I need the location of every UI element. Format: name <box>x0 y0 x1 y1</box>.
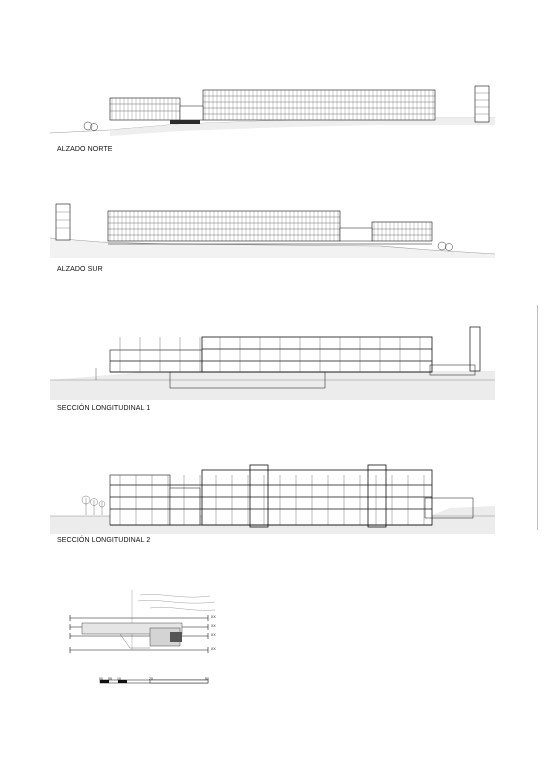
key-plan-drawing <box>60 590 230 690</box>
level-mark-2: XX <box>211 624 216 628</box>
scale-label-4: 50 <box>205 677 209 681</box>
drawing-label-seccion-2: SECCIÓN LONGITUDINAL 2 <box>57 537 151 544</box>
drawing-label-seccion-1: SECCIÓN LONGITUDINAL 1 <box>57 405 151 412</box>
scale-label-0: 00 <box>99 677 103 681</box>
level-mark-4: XX <box>211 647 216 651</box>
section-1-drawing <box>50 325 495 403</box>
level-mark-3: XX <box>211 633 216 637</box>
level-mark-1: XX <box>211 615 216 619</box>
drawing-label-alzado-norte: ALZADO NORTE <box>57 146 113 153</box>
drawing-label-alzado-sur: ALZADO SUR <box>57 266 103 273</box>
sheet-side-rule <box>537 305 538 530</box>
north-elevation-drawing <box>50 78 495 143</box>
scale-label-2: 10 <box>117 677 121 681</box>
scale-label-3: 20 <box>149 677 153 681</box>
south-elevation-drawing <box>50 198 495 263</box>
section-2-drawing <box>50 460 495 535</box>
scale-label-1: 05 <box>108 677 112 681</box>
